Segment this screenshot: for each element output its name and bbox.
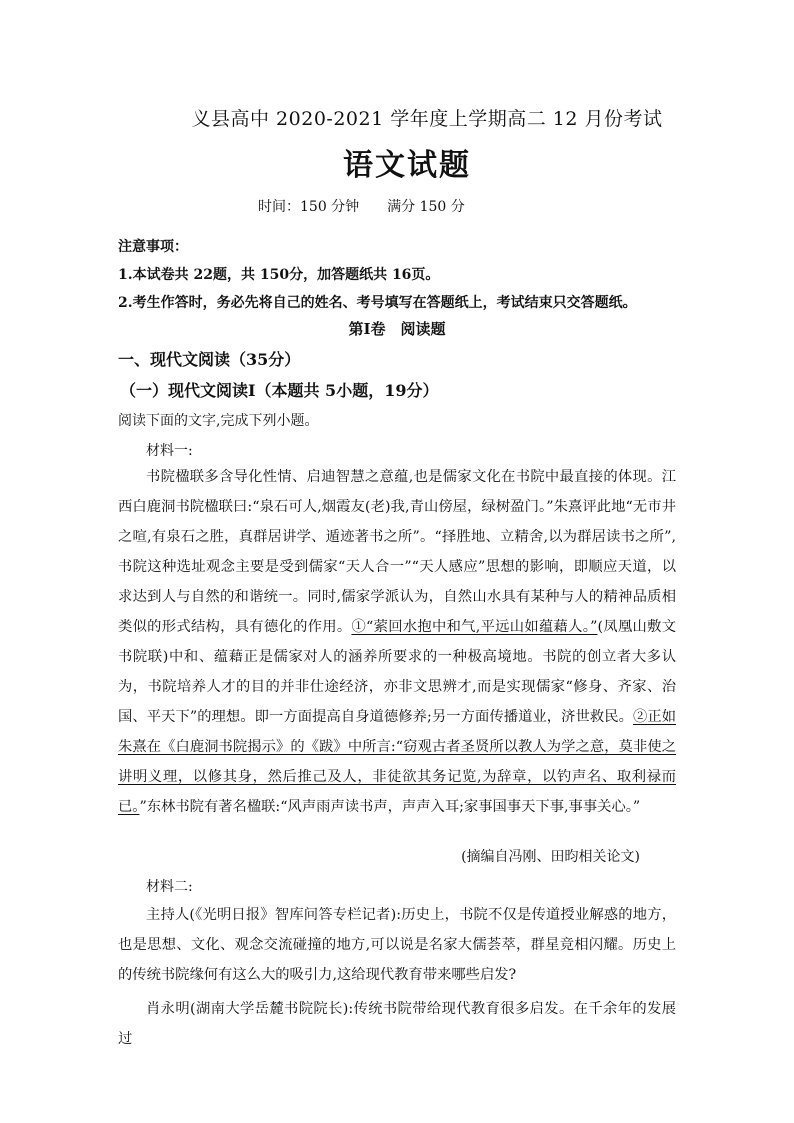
subject-title: 语文试题	[343, 148, 471, 183]
underlined-quote-2: ②正如朱熹在《白鹿洞书院揭示》的《跋》中所言:“窃观古者圣贤所以教人为学之意，莫非使之讲明义理，以修其身，然后推己及人，非徒欲其务记览,为辞章，以钓声名、取利禄而已。	[118, 709, 677, 815]
material-1-text-a: 书院楹联多含导化性情、启迪智慧之意蕴,也是儒家文化在书院中最直接的体现。江西白鹿洞书院楹联曰:“泉石可人,烟霞友(老)我,青山傍屋，绿树盈门。”朱熹评此地“无市井之喧,有泉石之胜，真群居讲学、遁迹著书之所”。“择胜地、立精舍,以为群居读书之所”,书院这种选址观念主要是受到儒家“天人合一”“天人感应”思想的影响，即顺应天道，以求达到人与自然的和谐统一。同时,儒家学派认为，自然山水具有某种与人的精神品质相类似的形式结构，具有德化的作用。	[118, 469, 676, 635]
material-2-paragraph-1: 主持人(《光明日报》智库问答专栏记者):历史上，书院不仅是传道授业解惑的地方，也是思想、文化、观念交流碰撞的地方,可以说是名家大儒荟萃，群星竞相闪耀。历史上的传统书院缘何有这么大的吸引力,这给现代教育带来哪些启发?	[118, 907, 676, 983]
notice-item-2: 2.考生作答时，务必先将自己的姓名、考号填写在答题纸上，考试结束只交答题纸。	[118, 295, 637, 311]
exam-title: 义县高中 2020-2021 学年度上学期高二 12 月份考试	[191, 108, 663, 130]
exam-score: 满分 150 分	[387, 199, 465, 215]
section-heading: 一、现代文阅读（35分）	[118, 350, 301, 369]
material-1-source: (摘编自冯刚、田昀相关论文)	[461, 849, 640, 865]
material-2-label: 材料二:	[146, 879, 193, 895]
material-1-paragraph	[118, 462, 676, 822]
material-1-text-c: ”东林书院有著名楹联:“风声雨声读书声，声声入耳;家事国事天下事,事事关心。”	[139, 799, 641, 815]
notice-item-1: 1.本试卷共 22题，共 150分，加答题纸共 16页。	[118, 267, 440, 283]
exam-meta	[258, 196, 465, 216]
exam-time: 时间：150 分钟	[258, 199, 360, 215]
volume-heading: 第Ⅰ卷 阅读题	[348, 320, 446, 338]
material-1-text-b: (凤凰山敷文书院联)中和、蕴藉正是儒家对人的涵养所要求的一种极高境地。书院的创立者大多认为，书院培养人才的目的并非仕途经济，亦非文思辨才,而是实现儒家“修身、齐家、治国、平天下”的理想。即一方面提高自身道德修养;另一方面传播道业，济世救民。	[118, 619, 677, 725]
material-2-paragraph-2: 肖永明(湖南大学岳麓书院院长):传统书院带给现代教育很多启发。在千余年的发展过	[118, 1001, 676, 1047]
reading-instruction: 阅读下面的文字,完成下列小题。	[118, 413, 319, 429]
notice-heading: 注意事项：	[118, 239, 188, 255]
material-1-label: 材料一:	[146, 443, 193, 459]
underlined-quote-1: ①“萦回水抱中和气,平远山如蕴藉人。”	[351, 619, 598, 635]
subsection-heading: （一）现代文阅读Ⅰ（本题共 5小题，19分）	[120, 381, 439, 400]
